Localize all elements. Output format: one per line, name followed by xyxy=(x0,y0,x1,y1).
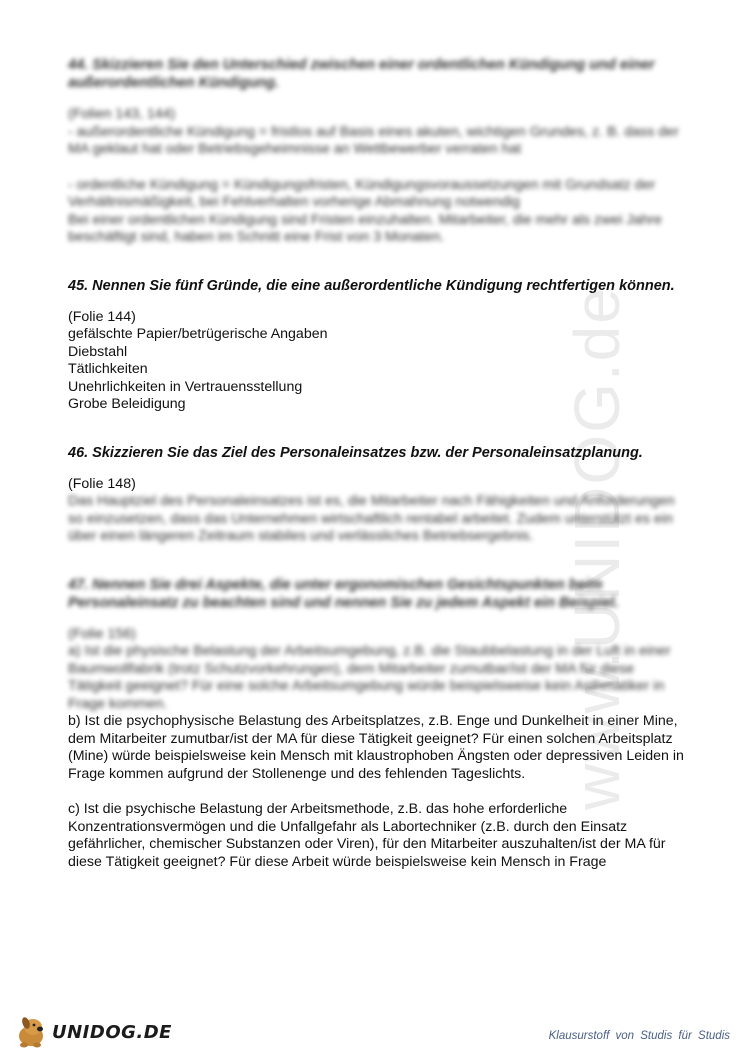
logo-wordmark: UNIDOG.DE xyxy=(52,1022,172,1043)
watermark-text: www.UNIDOG.de xyxy=(561,286,633,810)
unidog-logo[interactable] xyxy=(12,1014,182,1052)
question-44-block xyxy=(68,56,688,247)
list-item: Diebstahl xyxy=(68,343,128,360)
question-47-block xyxy=(68,576,688,872)
question-44-heading: 44. Skizzieren Sie den Unterschied zwischen einer ordentlichen Kündigung und einer außerordentlichen Kündigung. xyxy=(68,57,655,91)
question-47-answer-a: a) Ist die physische Belastung der Arbeitsumgebung, z.B. die Staubbelastung in der Luft in einer Baumwollfabrik (trotz Schutzvorkehrungen), dem Mitarbeiter zumutbar/ist der MA für diese Tätigkeit geeignet? Für eine solche Arbeitsumgebung würde beispielsweise kein Asthmatiker in Frage kommen. xyxy=(68,643,671,712)
question-45-reference: (Folie 144) xyxy=(68,308,136,325)
list-item: Grobe Beleidigung xyxy=(68,396,186,412)
question-46-reference: (Folie 148) xyxy=(68,475,136,492)
question-47-blurred-part xyxy=(68,576,688,714)
question-44-paragraph-3: Bei einer ordentlichen Kündigung sind Fristen einzuhalten. Mitarbeiter, die mehr als zwei Jahre beschäftigt sind, haben im Schnitt eine Frist von 3 Monaten. xyxy=(68,211,662,245)
question-44-paragraph-1: - außerordentliche Kündigung = fristlos auf Basis eines akuten, wichtigen Grundes, z. B. dass der MA geklaut hat oder Betriebsgeheimnisse an Wettbewerber verraten hat xyxy=(68,123,679,157)
list-item: gefälschte Papier/betrügerische Angaben xyxy=(68,326,328,342)
question-45-heading: 45. Nennen Sie fünf Gründe, die eine außerordentliche Kündigung rechtfertigen können. xyxy=(68,277,675,294)
question-46-heading: 46. Skizzieren Sie das Ziel des Personaleinsatzes bzw. der Personaleinsatzplanung. xyxy=(68,444,643,461)
question-44-paragraph-2: - ordentliche Kündigung = Kündigungsfristen, Kündigungsvoraussetzungen mit Grundsatz der Verhältnismäßigkeit, bei Fehlverhalten vorherige Abmahnung notwendig xyxy=(68,176,656,210)
question-47-reference: (Folie 156) xyxy=(68,625,136,642)
question-46-block xyxy=(68,444,688,546)
question-46-answer: Das Hauptziel des Personaleinsatzes ist es, die Mitarbeiter nach Fähigkeiten und Anforderungen so einzusetzen, dass das Unternehmen wirtschaftlich rentabel arbeitet. Zudem unterstützt es ein über einen längeren Zeitraum stabiles und verlässliches Betriebsergebnis. xyxy=(68,493,675,544)
list-item: Tätlichkeiten xyxy=(68,361,148,377)
footer-tagline: Klausurstoff von Studis für Studis xyxy=(548,1030,730,1042)
list-item: Unehrlichkeiten in Vertrauensstellung xyxy=(68,378,303,395)
question-47-answer-b: b) Ist die psychophysische Belastung des Arbeitsplatzes, z.B. Enge und Dunkelheit in einer Mine, dem Mitarbeiter zumutbar/ist der MA für diese Tätigkeit geeignet? Für einen solchen Arbeitsplatz (Mine) würde beispielsweise kein Mensch mit klaustrophoben Ängsten oder depressiven Leiden in Frage kommen aufgrund der Stollenenge und des fehlenden Tageslichts. xyxy=(68,713,684,782)
question-45-block xyxy=(68,277,688,414)
dog-icon xyxy=(12,1014,50,1050)
question-47-answer-c: c) Ist die psychische Belastung der Arbeitsmethode, z.B. das hohe erforderliche Konzentrationsvermögen und die Unfallgefahr als Labortechniker (z.B. durch den Einsatz gefährlicher, chemischer Substanzen oder Viren), für den Mitarbeiter auszuhalten/ist der MA für diese Tätigkeit geeignet? Für diese Arbeit würde beispielsweise kein Mensch in Frage xyxy=(68,801,666,870)
page-content xyxy=(68,56,688,871)
question-47-heading: 47. Nennen Sie drei Aspekte, die unter ergonomischen Gesichtspunkten beim Personaleinsatz zu beachten sind und nennen Sie zu jedem Aspekt ein Beispiel. xyxy=(68,576,619,611)
question-44-reference: (Folien 143, 144) xyxy=(68,106,176,122)
